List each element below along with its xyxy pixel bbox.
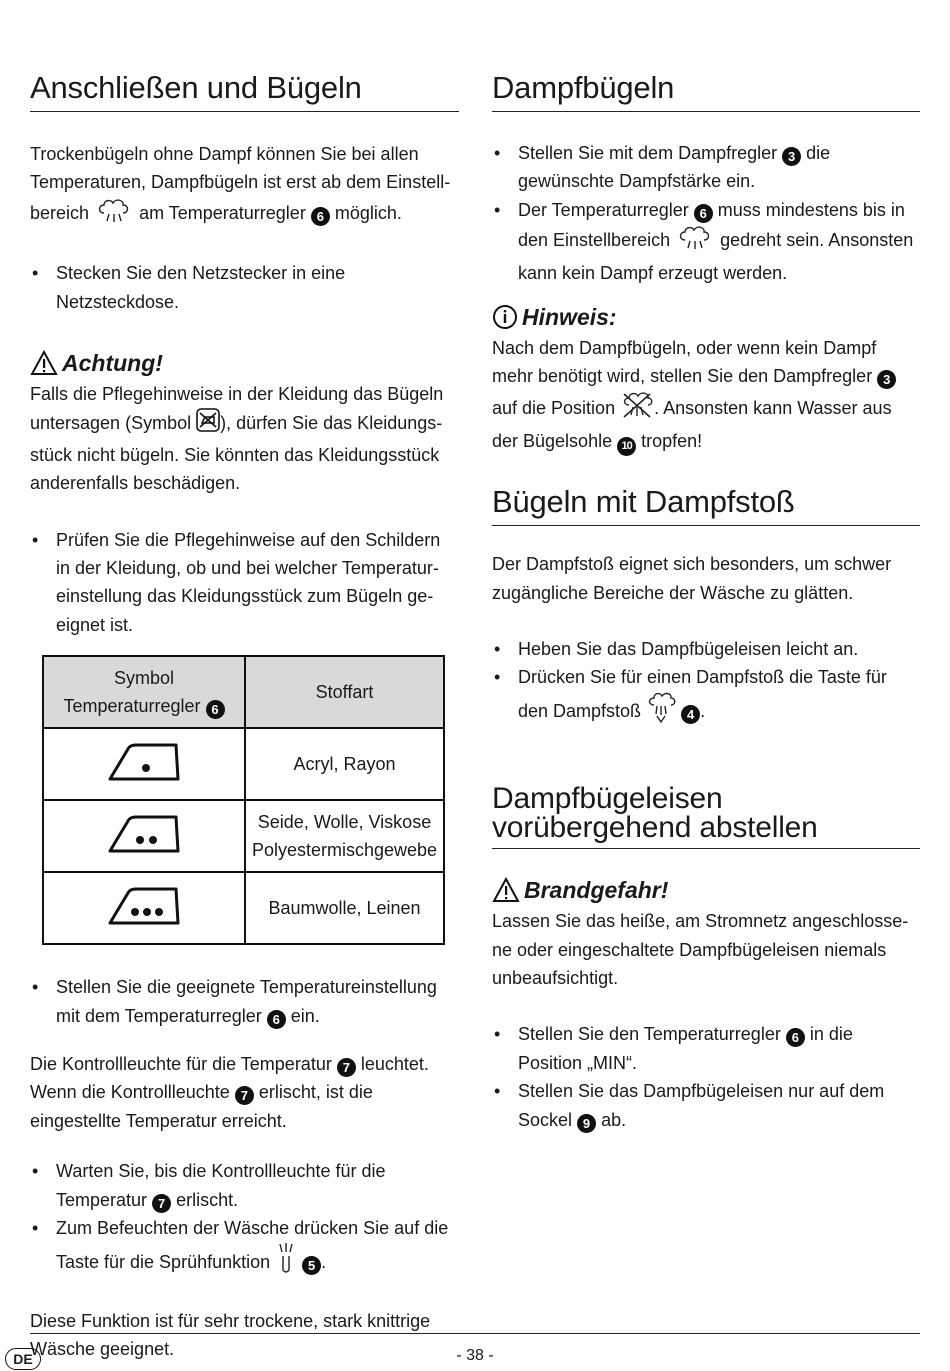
list-item	[492, 663, 920, 732]
text: Stellen Sie die geeignete Temperatureinstellung mit dem Temperaturregler	[56, 977, 437, 1026]
text: die gewünschte Dampfstärke ein.	[518, 143, 831, 192]
steam-off-icon	[620, 391, 654, 427]
intro-text-a: Trockenbügeln ohne Dampf können Sie bei allen Temperaturen, Dampfbügeln ist erst ab dem Einstellbereich	[30, 144, 451, 223]
fabric-text: Acryl, Rayon	[293, 754, 396, 774]
bullet-list-park	[492, 1020, 920, 1134]
text: tropfen!	[641, 431, 703, 452]
text: Nach dem Dampfbügeln, oder wenn kein Dampf mehr benötigt wird, stellen Sie den Dampfregler	[492, 337, 877, 387]
warning-icon	[492, 877, 524, 907]
text: auf die Position	[492, 397, 616, 418]
fabric-cell	[245, 728, 444, 800]
left-column	[30, 70, 459, 1364]
steam-cloud-icon	[94, 197, 134, 231]
fabric-cell	[245, 872, 444, 944]
text: Der Temperaturregler	[518, 199, 689, 220]
temperature-table	[42, 655, 445, 945]
bullet-list-steam	[492, 139, 920, 287]
table-row	[43, 872, 444, 944]
list-item	[492, 1077, 920, 1134]
list-item	[492, 1020, 920, 1077]
header-symbol-line1: Symbol	[113, 667, 175, 688]
ref-number: 7	[337, 1058, 356, 1077]
warning-text-b: ), dürfen Sie das Kleidungsstück nicht bügeln. Sie könnten das Kleidungsstück anderenfalls beschädigen.	[30, 413, 443, 494]
right-column	[492, 70, 920, 1134]
heading-steam-burst: Bügeln mit Dampfstoß	[492, 484, 920, 526]
list-item	[492, 139, 920, 196]
ref-number: 4	[681, 705, 700, 724]
text: erlischt, ist die eingestellte Temperatur erreicht.	[30, 1082, 373, 1131]
closing-paragraph: Diese Funktion ist für sehr trockene, stark knittrige Wäsche geeignet.	[30, 1310, 431, 1360]
heading-line: vorübergehend abstellen	[492, 811, 818, 845]
text: leuchtet. Wenn die Kontrollleuchte	[30, 1054, 429, 1103]
warning-title: Achtung!	[62, 350, 163, 377]
ref-number: 6	[694, 204, 713, 223]
iron-cell	[43, 728, 245, 800]
heading-line: Dampfbügeleisen	[492, 782, 723, 816]
no-iron-icon	[196, 408, 220, 440]
spray-icon	[275, 1242, 297, 1284]
note-heading	[492, 302, 920, 334]
warning-paragraph	[30, 380, 459, 498]
table-header-row	[43, 656, 444, 728]
steam-cloud-icon	[675, 224, 715, 258]
ref-number: 3	[877, 370, 896, 389]
iron-icon	[106, 809, 182, 863]
list-item: • Heben Sie das Dampfbügeleisen leicht an.	[492, 635, 920, 663]
ref-number: 6	[206, 700, 225, 719]
ref-number: 10	[617, 437, 636, 456]
text: erlischt.	[176, 1189, 239, 1210]
text: ab.	[601, 1109, 627, 1130]
warning-heading	[30, 348, 459, 380]
ref-number: 6	[267, 1010, 286, 1029]
fabric-cell	[245, 800, 444, 872]
text: Warten Sie, bis die Kontrollleuchte für die Temperatur	[56, 1161, 386, 1210]
ref-number: 6	[786, 1028, 805, 1047]
footer-divider	[30, 1333, 920, 1334]
info-icon	[492, 304, 522, 334]
intro-text-c: möglich.	[334, 202, 402, 223]
ref-number: 6	[311, 207, 330, 226]
light-paragraph	[30, 1050, 459, 1135]
heading-park-iron	[492, 784, 920, 849]
text: Die Kontrollleuchte für die Temperatur	[30, 1054, 332, 1075]
fabric-text: Polyestermischgewebe	[251, 840, 438, 861]
text: Zum Befeuchten der Wäsche drücken Sie auf die Taste für die Sprühfunktion	[56, 1218, 449, 1273]
intro-paragraph	[30, 140, 459, 231]
text: Stellen Sie das Dampfbügeleisen nur auf dem Sockel	[518, 1081, 885, 1130]
note-title: Hinweis:	[522, 304, 617, 331]
text: ein.	[290, 1005, 320, 1026]
heading-connect-iron: Anschließen und Bügeln	[30, 70, 459, 112]
bullet-list-check	[30, 526, 459, 640]
ref-number: 5	[302, 1256, 321, 1275]
list-item	[30, 1214, 459, 1285]
fabric-text: Baumwolle, Leinen	[268, 898, 421, 918]
heading-steam-ironing: Dampfbügeln	[492, 70, 920, 112]
iron-icon	[106, 737, 182, 791]
iron-cell	[43, 872, 245, 944]
fire-paragraph: Lassen Sie das heiße, am Stromnetz angeschlossene oder eingeschaltete Dampfbügeleisen niemals unbeaufsichtigt.	[492, 911, 909, 988]
text: muss mindestens bis in den Einstellbereich	[518, 199, 905, 251]
text: gedreht sein. Ansonsten kann kein Dampf erzeugt werden.	[518, 230, 914, 283]
fabric-text: Seide, Wolle, Viskose	[257, 811, 432, 832]
bullet-list-wait	[30, 1157, 459, 1285]
warning-icon	[30, 350, 62, 380]
language-badge: DE	[5, 1348, 41, 1370]
text: .	[321, 1252, 327, 1273]
list-item	[492, 196, 920, 287]
intro-text-b: am Temperaturregler	[139, 202, 306, 223]
ref-number: 9	[577, 1114, 596, 1133]
list-item: • Prüfen Sie die Pflegehinweise auf den Schildern in der Kleidung, ob und bei welcher Temperatureinstellung das Kleidungsstück zum Bügeln geeignet ist.	[30, 526, 459, 640]
text: Stellen Sie mit dem Dampfregler	[518, 143, 778, 163]
text: .	[700, 700, 706, 721]
text: Drücken Sie für einen Dampfstoß die Taste für den Dampfstoß	[518, 667, 887, 721]
ref-number: 7	[235, 1086, 254, 1105]
text: . Ansonsten kann Wasser aus der Bügelsohle	[492, 397, 892, 452]
steam-burst-icon	[646, 692, 676, 732]
text: Stellen Sie den Temperaturregler	[518, 1024, 781, 1045]
header-fabric: Stoffart	[245, 656, 444, 728]
burst-paragraph: Der Dampfstoß eignet sich besonders, um schwer zugängliche Bereiche der Wäsche zu glätten.	[492, 554, 892, 603]
page-number: - 38 -	[456, 1347, 494, 1364]
fire-title: Brandgefahr!	[524, 877, 669, 904]
text: in die Position „MIN“.	[518, 1024, 853, 1073]
bullet-list-burst	[492, 635, 920, 732]
table-row	[43, 728, 444, 800]
header-symbol	[43, 656, 245, 728]
list-item: • Stecken Sie den Netzstecker in eine Netzsteckdose.	[30, 259, 459, 316]
ref-number: 7	[152, 1194, 171, 1213]
list-item	[30, 973, 459, 1030]
bullet-list-set	[30, 973, 459, 1030]
iron-cell	[43, 800, 245, 872]
table-row	[43, 800, 444, 872]
warning-text-a: Falls die Pflegehinweise in der Kleidung das Bügeln untersagen (Symbol	[30, 383, 444, 434]
fire-warning-heading	[492, 875, 920, 907]
note-paragraph	[492, 334, 920, 456]
list-item	[30, 1157, 459, 1214]
ref-number: 3	[782, 147, 801, 166]
iron-icon	[106, 881, 182, 935]
bullet-list-plug	[30, 259, 459, 316]
header-symbol-line2: Temperaturregler	[63, 696, 201, 717]
